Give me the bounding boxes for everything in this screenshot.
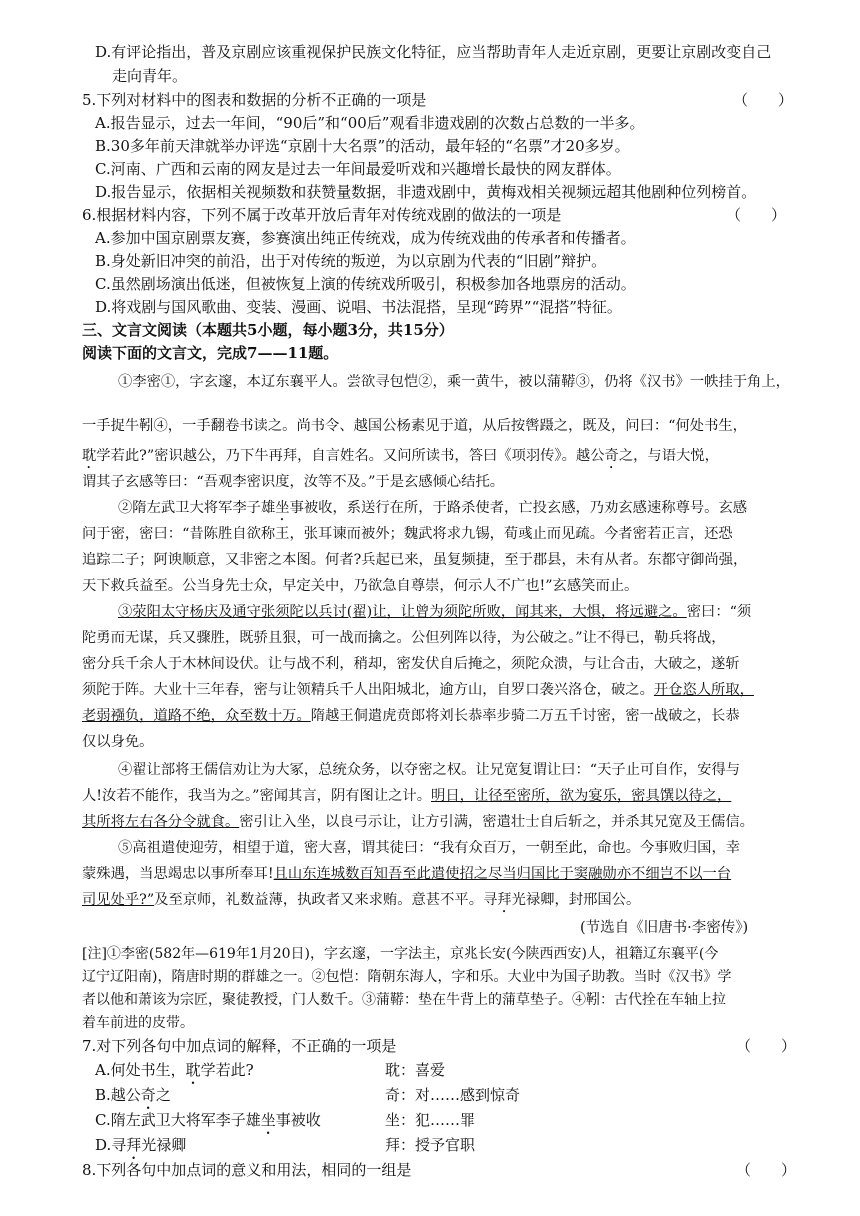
q4-option-d-line2: 走向青年。 xyxy=(112,67,188,85)
passage-p1-line3: 耽学若此?”密识越公，乃下牛再拜，自言姓名。又问所读书，答曰《项羽传》。越公奇之，与语大悦， xyxy=(82,448,719,464)
q7-option-b-explanation: 奇：对……感到惊奇 xyxy=(385,1086,521,1104)
q5-option-b: B.30多年前天津就举办评选“京剧十大名票”的活动，最年轻的“名票”才20多岁。 xyxy=(95,137,630,155)
q6-stem: 6.根据材料内容，下列不属于改革开放后青年对传统戏剧的做法的一项是 xyxy=(82,206,562,224)
passage-p1-line4: 谓其子玄感等曰：“吾观李密识度，汝等不及。”于是玄感倾心结托。 xyxy=(82,474,505,490)
q8-answer-blank: （ ） xyxy=(736,1161,797,1179)
q6-answer-blank: （ ） xyxy=(726,206,787,224)
q7-option-d-explanation: 拜：授予官职 xyxy=(385,1136,476,1154)
q5-option-c: C.河南、广西和云南的网友是过去一年间最爱听戏和兴趣增长最快的网友群体。 xyxy=(95,160,621,178)
passage-p3-line3: 密分兵千余人于木林间设伏。让与战不利，稍却，密发伏自后掩之，须陀众溃，与让合击，大破之，遂斩 xyxy=(82,656,740,672)
passage-p4-line1: ④翟让部将王儒信劝让为大冢，总统众务，以夺密之权。让兄宽复谓让曰：“天子止可自作，安得与 xyxy=(118,762,741,778)
q6-option-c: C.虽然剧场演出低迷，但被恢复上演的传统戏所吸引，积极参加各地票房的活动。 xyxy=(95,275,636,293)
passage-p3-line5: 老弱襁负，道路不绝，众至数十万。隋越王侗遣虎贲郎将刘长恭率步骑二万五千讨密，密一战破之，长恭 xyxy=(82,708,740,724)
q6-option-d: D.将戏剧与国风歌曲、变装、漫画、说唱、书法混搭，呈现“跨界”“混搭”特征。 xyxy=(95,298,622,316)
passage-p5-line2: 蒙殊遇，当思竭忠以事所奉耳!且山东连城数百知吾至此遣使招之尽当归国比于窦融勋亦不细岂不以一台 xyxy=(82,866,732,882)
passage-p3-line2: 陀勇而无谋，兵又骤胜，既骄且狠，可一战而擒之。公但列阵以待，为公破之。”让不得已，勒兵将战， xyxy=(82,630,726,646)
q7-option-a-explanation: 耽：喜爱 xyxy=(385,1061,446,1079)
q5-option-a: A.报告显示，过去一年间，“90后”和“00后”观看非遗戏剧的次数占总数的一半多。 xyxy=(95,114,645,132)
q5-stem: 5.下列对材料中的图表和数据的分析不正确的一项是 xyxy=(82,91,427,109)
q6-option-a: A.参加中国京剧票友赛，参赛演出纯正传统戏，成为传统戏曲的传承者和传播者。 xyxy=(95,229,636,247)
passage-p2-line1: ②隋左武卫大将军李子雄坐事被收，系送行在所，于路杀使者，亡投玄感，乃劝玄感速称尊号。玄感 xyxy=(118,500,748,516)
passage-p2-line2: 问于密，密曰：“昔陈胜自欲称王，张耳谏而被外；魏武将求九锡，荀彧止而见疏。今者密若正言，还恐 xyxy=(82,526,733,542)
passage-p2-line3: 追踪二子；阿谀顺意，又非密之本图。何者?兵起已来，虽复频捷，至于郡县，未有从者。东都守御尚强， xyxy=(82,552,748,568)
passage-p3-line1: ③荥阳太守杨庆及通守张须陀以兵讨(翟)让，让曾为须陀所败，闻其来，大惧，将远避之。密曰：“须 xyxy=(118,604,752,620)
q5-answer-blank: （ ） xyxy=(733,91,794,109)
q5-option-d: D.报告显示，依据相关视频数和获赞量数据，非遗戏剧中，黄梅戏相关视频远超其他剧种位列榜首。 xyxy=(95,183,757,201)
passage-p5-line1: ⑤高祖遣使迎劳，相望于道，密大喜，谓其徒曰：“我有众百万，一朝至此，命也。今事败归国，幸 xyxy=(118,840,741,856)
q7-stem: 7.对下列各句中加点词的解释，不正确的一项是 xyxy=(82,1037,397,1055)
passage-p1-line2: 一手捉牛靷④，一手翻卷书读之。尚书令、越国公杨素见于道，从后按辔蹑之，既及，问曰：“何处书生， xyxy=(82,418,747,434)
passage-p3-line6: 仅以身免。 xyxy=(82,734,154,750)
notes-line4: 着车前进的皮带。 xyxy=(82,1015,194,1031)
q7-option-b: B.越公奇之 xyxy=(95,1086,171,1104)
q7-option-d: D.寻拜光禄卿 xyxy=(95,1136,187,1154)
passage-p4-line2: 人!汝若不能作，我当为之。”密闻其言，阴有图让之计。明日，让径至密所，欲为宴乐，密具馔以待之， xyxy=(82,788,732,804)
q7-option-c: C.隋左武卫大将军李子雄坐事被收 xyxy=(95,1111,321,1129)
passage-p1-line1: ①李密①，字玄邃，本辽东襄平人。尝欲寻包恺②，乘一黄牛，被以蒲鞯③，仍将《汉书》一帙挂于角上， xyxy=(118,374,790,390)
passage-p2-line4: 天下救兵益至。公当身先士众，早定关中，乃欲急自尊崇，何示人不广也!”玄感笑而止。 xyxy=(82,578,639,594)
section3-title: 三、文言文阅读（本题共5小题，每小题3分，共15分） xyxy=(82,321,454,339)
notes-line3: 者以他和萧该为宗匠，聚徒教授，门人数千。③蒲鞯：垫在牛背上的蒲草垫子。④靷：古代拴在车轴上拉 xyxy=(82,992,726,1008)
q8-stem: 8.下列各句中加点词的意义和用法，相同的一组是 xyxy=(82,1161,412,1179)
section3-instruction: 阅读下面的文言文，完成7——11题。 xyxy=(82,344,339,362)
q7-option-c-explanation: 坐：犯……罪 xyxy=(385,1111,476,1129)
notes-line1: [注]①李密(582年—619年1月20日)，字玄邃，一字法主，京兆长安(今陕西西安)人，祖籍辽东襄平(今 xyxy=(82,946,719,962)
q7-option-a: A.何处书生，耽学若此? xyxy=(95,1061,254,1079)
q7-answer-blank: （ ） xyxy=(736,1037,797,1055)
q4-option-d-line1: D.有评论指出，普及京剧应该重视保护民族文化特征，应当帮助青年人走近京剧，更要让京剧改变自己 xyxy=(95,43,772,61)
passage-p5-line3: 司见处乎?”及至京师，礼数益薄，执政者又来求贿。意甚不平。寻拜光禄卿，封邢国公。 xyxy=(82,892,641,908)
passage-source: (节选自《旧唐书·李密传》) xyxy=(580,920,749,936)
passage-p3-line4: 须陀于阵。大业十三年春，密与让领精兵千人出阳城北，逾方山，自罗口袭兴洛仓，破之。开仓恣人所取， xyxy=(82,682,754,698)
passage-p4-line3: 其所将左右各分令就食。密引让入坐，以良弓示让，让方引满，密遣壮士自后斩之，并杀其兄宽及王儒信。 xyxy=(82,814,754,830)
q6-option-b: B.身处新旧冲突的前沿，出于对传统的叛逆，为以京剧为代表的“旧剧”辩护。 xyxy=(95,252,607,270)
notes-line2: 辽宁辽阳南)，隋唐时期的群雄之一。②包恺：隋朝东海人，字和乐。大业中为国子助教。当时《汉书》学 xyxy=(82,969,732,985)
